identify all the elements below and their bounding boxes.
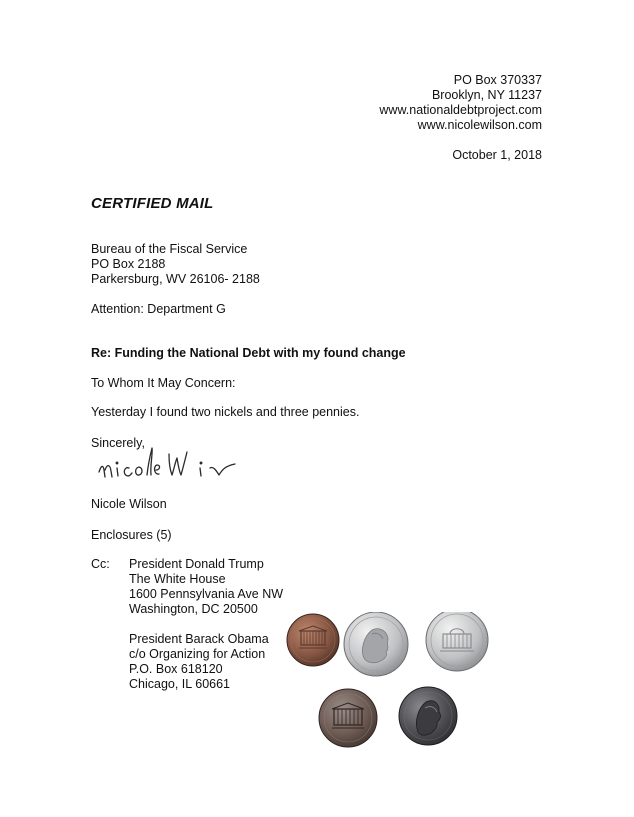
nickel-coin-icon <box>426 612 488 671</box>
cc-recipient <box>129 632 269 692</box>
sender-website-link: www.nicolewilson.com <box>417 118 542 132</box>
cc-label: Cc: <box>91 557 110 571</box>
cc-recipient-line: Washington, DC 20500 <box>129 602 258 616</box>
penny-coin-icon <box>287 614 339 666</box>
nickel-coin-icon <box>344 612 408 676</box>
cc-recipient <box>129 557 283 617</box>
penny-coin-icon <box>399 687 457 745</box>
sender-address-line: Brooklyn, NY 11237 <box>431 88 542 102</box>
cc-recipient-line: c/o Organizing for Action <box>129 647 266 661</box>
cc-recipient-line: President Donald Trump <box>129 557 264 571</box>
recipient-address-line: PO Box 2188 <box>91 257 166 271</box>
salutation: To Whom It May Concern: <box>91 376 236 390</box>
certified-mail-heading: CERTIFIED MAIL <box>91 195 214 212</box>
cc-recipient-line: The White House <box>129 572 226 586</box>
attention-line: Attention: Department G <box>91 302 226 316</box>
sender-website-link: www.nationaldebtproject.com <box>379 103 542 117</box>
cc-recipient-line: Chicago, IL 60661 <box>129 677 231 691</box>
recipient-address <box>91 242 260 287</box>
cc-recipient-line: 1600 Pennsylvania Ave NW <box>129 587 284 601</box>
signer-name: Nicole Wilson <box>91 497 167 511</box>
letter-body: Yesterday I found two nickels and three pennies. <box>91 405 360 419</box>
coins-photo-icon <box>280 612 502 752</box>
closing: Sincerely, <box>91 436 145 450</box>
cc-recipient-line: President Barack Obama <box>129 632 269 646</box>
cc-recipient-line: P.O. Box 618120 <box>129 662 223 676</box>
sender-address <box>222 73 542 133</box>
sender-address-line: PO Box 370337 <box>453 73 542 87</box>
handwritten-signature-icon <box>95 444 265 486</box>
letter-date: October 1, 2018 <box>452 148 542 162</box>
penny-coin-icon <box>319 689 377 747</box>
subject-line: Re: Funding the National Debt with my found change <box>91 346 406 360</box>
enclosures-note: Enclosures (5) <box>91 528 172 542</box>
recipient-address-line: Parkersburg, WV 26106- 2188 <box>91 272 260 286</box>
recipient-address-line: Bureau of the Fiscal Service <box>91 242 248 256</box>
